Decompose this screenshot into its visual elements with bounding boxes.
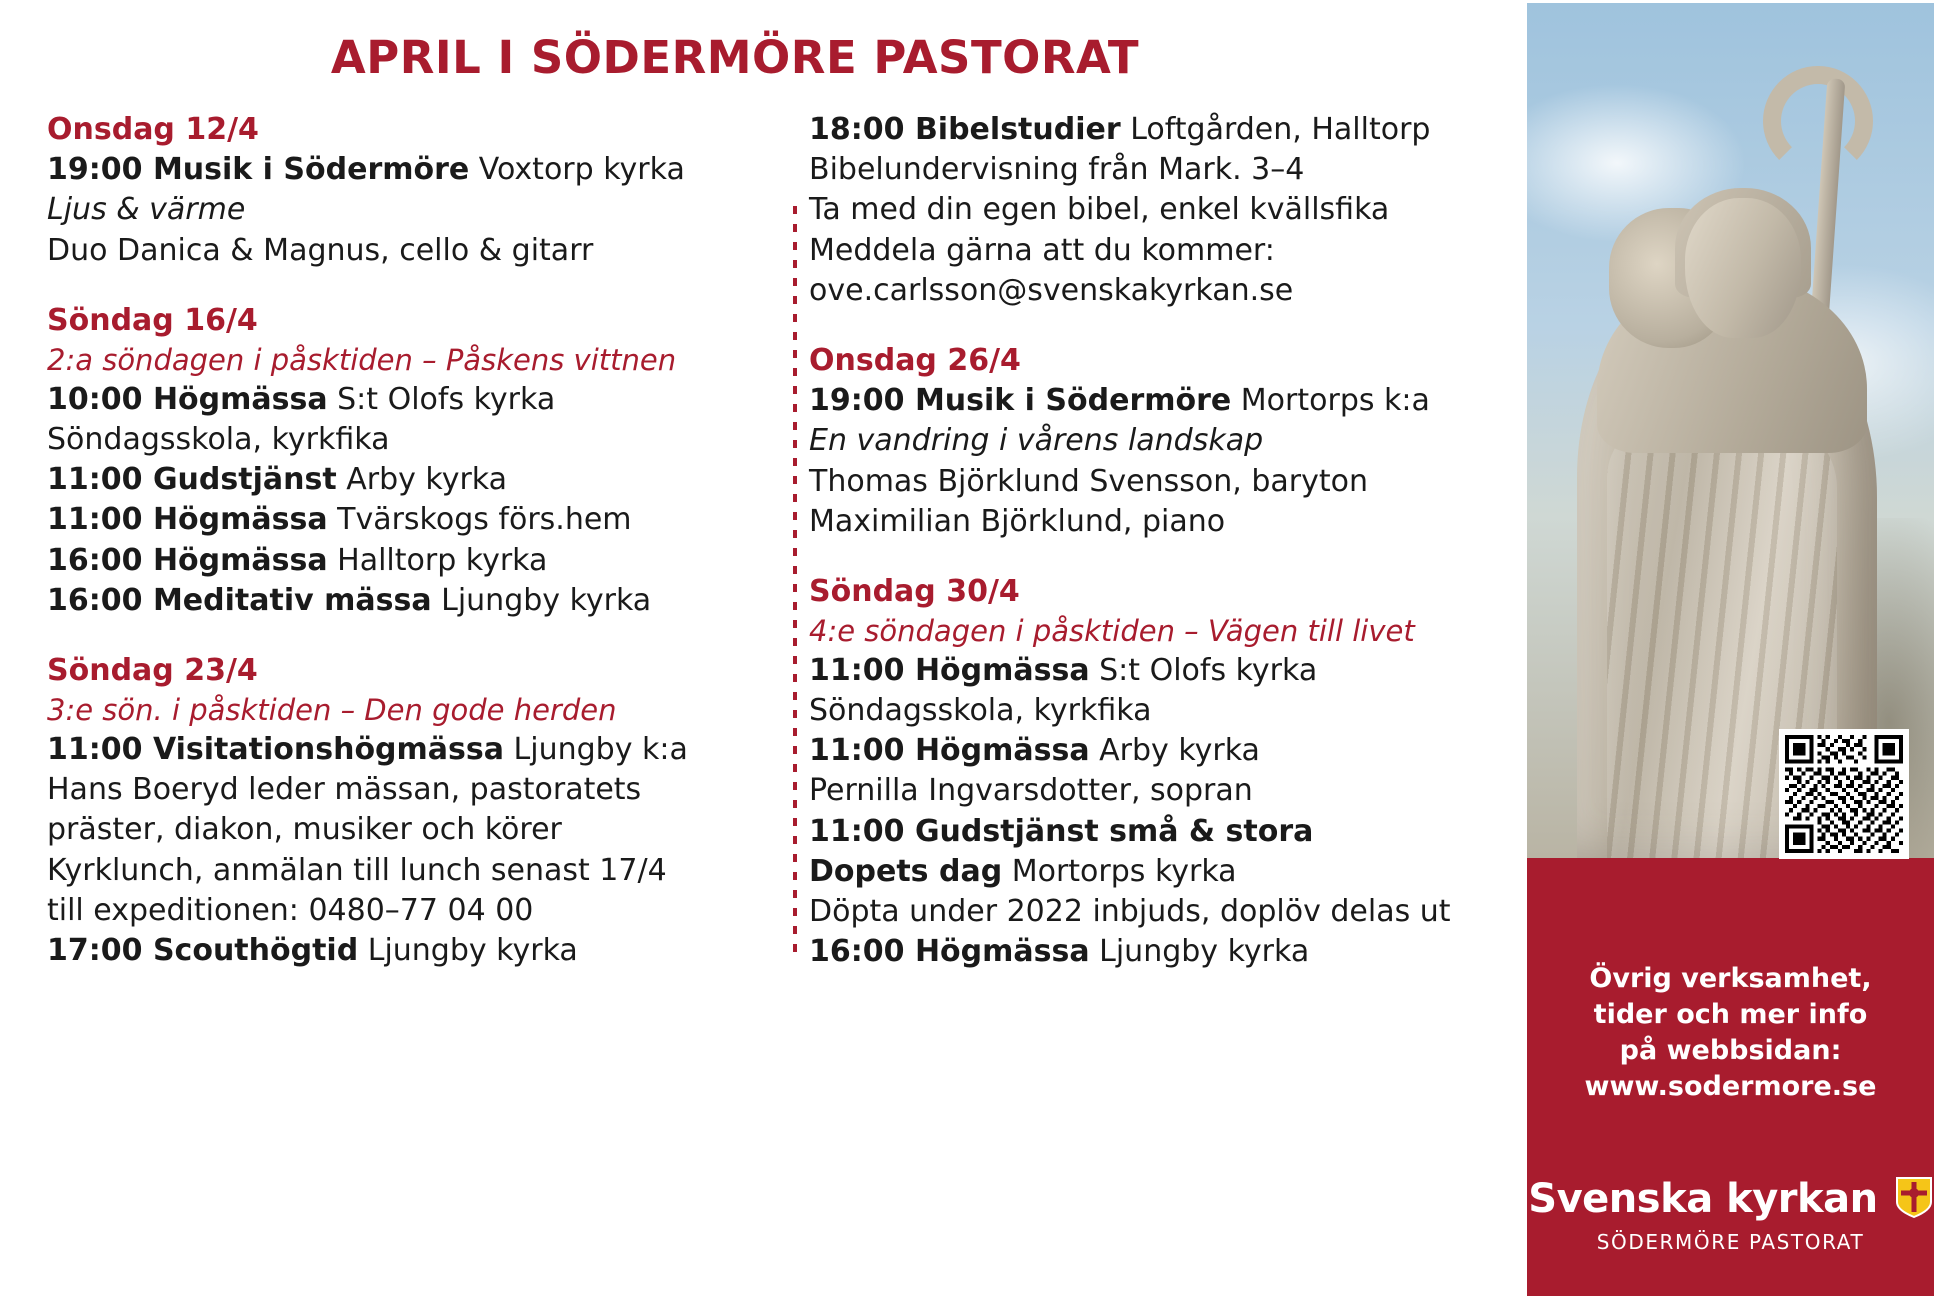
event-line [809,932,1507,972]
event-block [47,651,745,971]
event-line-bold: 11:00 Gudstjänst [47,462,337,498]
event-date: Söndag 23/4 [47,652,258,688]
statue-head [1685,198,1801,338]
event-date: Onsdag 26/4 [809,342,1021,378]
event-line [47,581,745,621]
event-line-bold: 11:00 Högmässa [809,652,1090,688]
event-line: Döpta under 2022 inbjuds, doplöv delas ut [809,894,1451,930]
event-line-rest: Mortorps kyrka [1002,853,1237,889]
event-line [47,150,745,190]
event-line [47,460,745,500]
event-line [809,381,1507,421]
event-line-rest: Arby kyrka [1089,733,1260,769]
event-line-rest: Ljungby kyrka [358,932,578,968]
event-line-bold: 18:00 Bibelstudier [809,112,1121,147]
event-line-bold: 16:00 Högmässa [809,934,1090,970]
sidebar-info-text [1527,961,1934,1105]
event-line-rest: Ljungby kyrka [431,582,652,618]
event-line: Söndagsskola, kyrkfika [809,693,1152,729]
event-line [809,812,1507,852]
event-line-bold: 19:00 Musik i Södermöre [809,383,1232,419]
event-subtitle: 4:e söndagen i påsktiden – Vägen till livet [809,614,1415,649]
event-line: Bibelundervisning från Mark. 3–4 [809,152,1305,188]
event-line-rest: Halltorp kyrka [327,542,548,578]
event-line [47,730,745,770]
event-line-bold: 11:00 Gudstjänst små & stora [809,813,1314,849]
qr-code-svg [1785,735,1903,853]
logo-subtitle: SÖDERMÖRE PASTORAT [1596,1230,1865,1254]
event-line-bold: 16:00 Högmässa [47,542,328,578]
event-line-bold: Dopets dag [809,853,1003,889]
event-line: Kyrklunch, anmälan till lunch senast 17/4 [47,852,667,888]
event-subtitle: 3:e sön. i påsktiden – Den gode herden [47,693,617,728]
event-date: Onsdag 12/4 [47,112,259,147]
event-line: Pernilla Ingvarsdotter, sopran [809,773,1253,809]
event-date: Söndag 16/4 [47,302,258,338]
event-line-bold: 16:00 Meditativ mässa [47,582,432,618]
event-line [47,931,745,971]
shepherd-crook-icon [1763,66,1873,176]
shield-svg [1895,1176,1933,1218]
poster-content [3,3,1527,1296]
event-line-rest: S:t Olofs kyrka [1089,652,1318,688]
event-block [809,341,1507,542]
event-line-bold: 11:00 Högmässa [809,733,1090,769]
right-column [765,110,1527,1002]
svenska-kyrkan-logo [1527,1176,1934,1254]
page-title: APRIL I SÖDERMÖRE PASTORAT [330,31,1140,84]
event-line-rest: Mortorps k:a [1231,383,1430,419]
event-line-rest: Voxtorp kyrka [469,152,685,188]
event-line: Hans Boeryd leder mässan, pastoratets [47,772,642,808]
event-line: till expeditionen: 0480–77 04 00 [47,892,534,928]
event-line [47,541,745,581]
event-line [809,731,1507,771]
event-line-bold: 11:00 Visitationshögmässa [47,731,504,767]
sidebar [1527,3,1934,1296]
column-divider [793,206,797,962]
event-line: Ta med din egen bibel, enkel kvällsfika [809,192,1390,228]
event-line: Meddela gärna att du kommer: [809,232,1275,268]
event-line-bold: 17:00 Scouthögtid [47,932,359,968]
sidebar-info-line: tider och mer info [1593,998,1868,1030]
event-line: Maximilian Björklund, piano [809,503,1226,539]
event-line-rest: Tvärskogs förs.hem [327,502,632,538]
event-line [809,852,1507,892]
event-line: Söndagsskola, kyrkfika [47,421,390,457]
event-line: Duo Danica & Magnus, cello & gitarr [47,232,594,268]
event-columns [3,110,1527,1002]
event-line-rest: S:t Olofs kyrka [327,381,556,417]
event-line-bold: 10:00 Högmässa [47,381,328,417]
event-line-rest: Ljungby kyrka [1089,934,1310,970]
left-column [3,110,765,1002]
event-block [809,110,1507,311]
event-block [47,301,745,621]
sidebar-website-url[interactable]: www.sodermore.se [1584,1070,1877,1102]
event-line [47,500,745,540]
event-line-rest: Loftgården, Halltorp [1120,112,1431,147]
event-date: Söndag 30/4 [809,573,1020,609]
event-block [47,110,745,271]
event-line-rest: Ljungby k:a [504,731,688,767]
event-line: Thomas Björklund Svensson, baryton [809,463,1368,499]
qr-code-icon[interactable] [1779,729,1909,859]
event-contact-email: ove.carlsson@svenskakyrkan.se [809,272,1294,308]
event-line-bold: 11:00 Högmässa [47,502,328,538]
sidebar-info-line: Övrig verksamhet, [1589,963,1872,994]
logo-wordmark: Svenska kyrkan [1528,1176,1878,1222]
event-line: En vandring i vårens landskap [809,423,1264,459]
event-line: präster, diakon, musiker och körer [47,812,562,848]
sidebar-info-line: på webbsidan: [1619,1034,1842,1066]
event-line [47,380,745,420]
event-line-bold: 19:00 Musik i Södermöre [47,152,470,188]
event-line-rest: Arby kyrka [336,462,508,498]
event-line [809,110,1507,150]
event-line [809,651,1507,691]
event-line: Ljus & värme [47,192,246,228]
event-block [809,572,1507,973]
event-subtitle: 2:a söndagen i påsktiden – Påskens vittnen [47,342,677,377]
church-shield-icon [1895,1176,1933,1222]
